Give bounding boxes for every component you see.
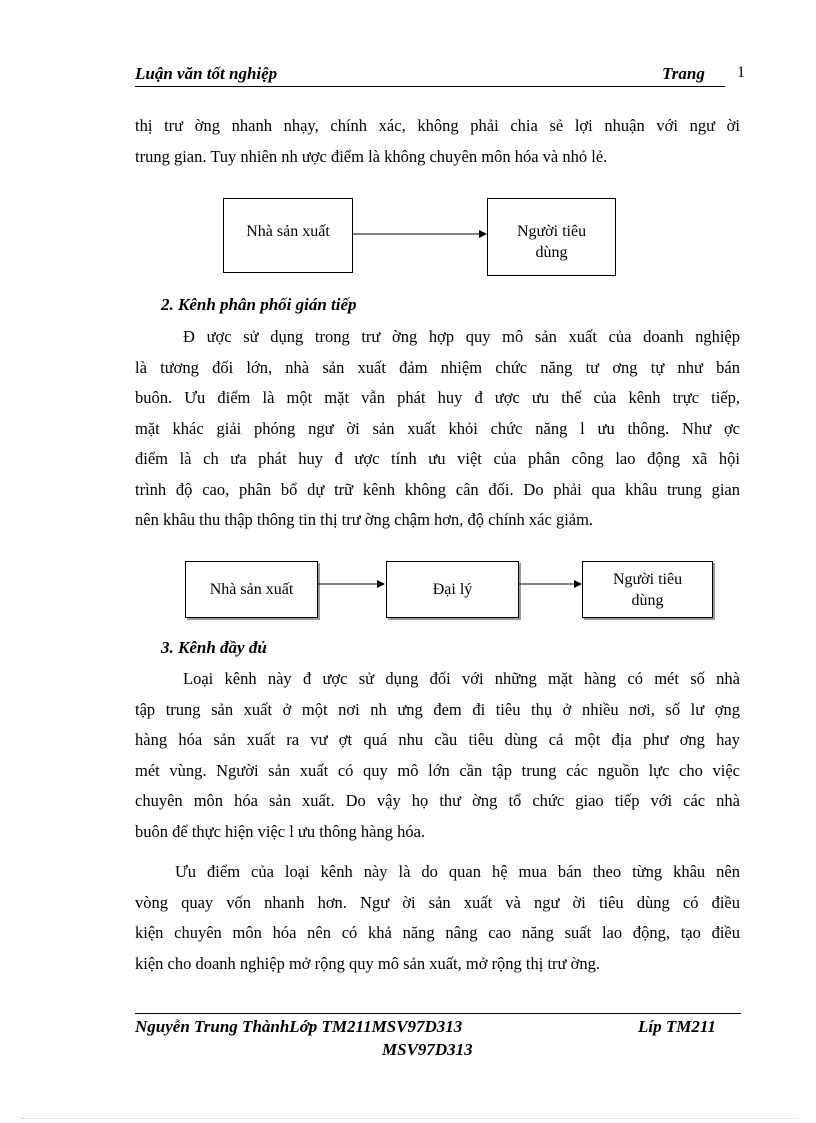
section3-paragraph-1: [135, 664, 740, 847]
text-line: trung gian. Tuy nhiên nh ược điểm là không chuyên môn hóa và nhỏ lẻ.: [135, 146, 608, 166]
text-line: buôn để thực hiện việc l ưu thông hàng hóa.: [135, 821, 426, 841]
header-title: Luận văn tốt nghiệp: [135, 64, 278, 83]
section2-heading: 2. Kênh phân phối gián tiếp: [161, 295, 357, 314]
text-line: nên khâu thu thập thông tin thị trư ờng chậm hơn, độ chính xác giảm.: [135, 510, 594, 529]
text-line: điểm là ch ưa phát huy đ ược tính ưu việt của phân công lao động xã hội: [135, 449, 740, 468]
text-line: hàng hóa sản xuất ra vư ợt quá nhu cầu tiêu dùng cả một địa phư ơng hay: [135, 730, 740, 749]
header-rule: [135, 86, 725, 87]
diagram2-box-producer: Nhà sản xuất: [185, 561, 318, 618]
page-bottom-border: [20, 1118, 796, 1119]
text-line: là tương đối lớn, nhà sản xuất đảm nhiệm chức năng tư ơng tự như bán: [135, 357, 740, 377]
text-line: Đ ược sử dụng trong trư ờng hợp quy mô sản xuất của doanh nghiệp: [183, 327, 740, 346]
header-page-label: Trang: [662, 64, 705, 83]
diagram2-box-consumer: Người tiêu dùng: [582, 561, 713, 618]
footer-student-id: MSV97D313: [382, 1040, 473, 1059]
diagram2-box-agent: Đại lý: [386, 561, 519, 618]
footer-rule: [135, 1013, 741, 1014]
text-line: mặt khác giải phóng ngư ời sản xuất khỏi chức năng l ưu thông. Như ợc: [135, 418, 740, 438]
text-line: mét vùng. Người sản xuất có quy mô lớn cần tập trung các nguồn lực cho việc: [135, 760, 740, 780]
intro-paragraph: [135, 111, 740, 172]
diagram1-box-consumer: Người tiêu dùng: [487, 198, 616, 276]
text-line: kiện cho doanh nghiệp mở rộng quy mô sản xuất, mở rộng thị trư ờng.: [135, 953, 600, 973]
text-line: kiện chuyên môn hóa nên có khả năng nâng cao năng suất lao động, tạo điều: [135, 923, 740, 942]
text-line: chuyên môn hóa sản xuất. Do vậy họ thư ờng tổ chức giao tiếp với các nhà: [135, 791, 740, 810]
diagram1-arrow: [353, 228, 488, 240]
section3-heading: 3. Kênh đầy đủ: [161, 638, 267, 657]
section3-paragraph-2: [135, 857, 740, 979]
footer-class: Líp TM211: [638, 1017, 716, 1036]
diagram2-arrow-2: [519, 578, 583, 590]
text-line: Loại kênh này đ ược sử dụng đối với những mặt hàng có mét số nhà: [183, 669, 740, 688]
diagram2-arrow-1: [318, 578, 386, 590]
text-line: buôn. Ưu điểm là một mặt vẫn phát huy đ ược ưu thế của kênh trực tiếp,: [135, 388, 740, 407]
text-line: trình độ cao, phân bổ dự trữ kênh không cân đối. Do phải qua khâu trung gian: [135, 479, 740, 499]
text-line: thị trư ờng nhanh nhạy, chính xác, không phải chia sẻ lợi nhuận với ngư ời: [135, 116, 740, 135]
text-line: tập trung sản xuất ở một nơi nh ưng đem đi tiêu thụ ở nhiều nơi, số lư ợng: [135, 699, 740, 719]
page-number: 1: [737, 64, 745, 81]
section2-paragraph: [135, 322, 740, 536]
diagram1-box-producer: Nhà sản xuất: [223, 198, 353, 273]
text-line: Ưu điểm của loại kênh này là do quan hệ mua bán theo từng khâu nên: [175, 862, 740, 881]
footer-author: Nguyễn Trung ThànhLớp TM211MSV97D313: [135, 1017, 463, 1036]
text-line: vòng quay vốn nhanh hơn. Ngư ời sản xuất và ngư ời tiêu dùng có điều: [135, 892, 740, 912]
